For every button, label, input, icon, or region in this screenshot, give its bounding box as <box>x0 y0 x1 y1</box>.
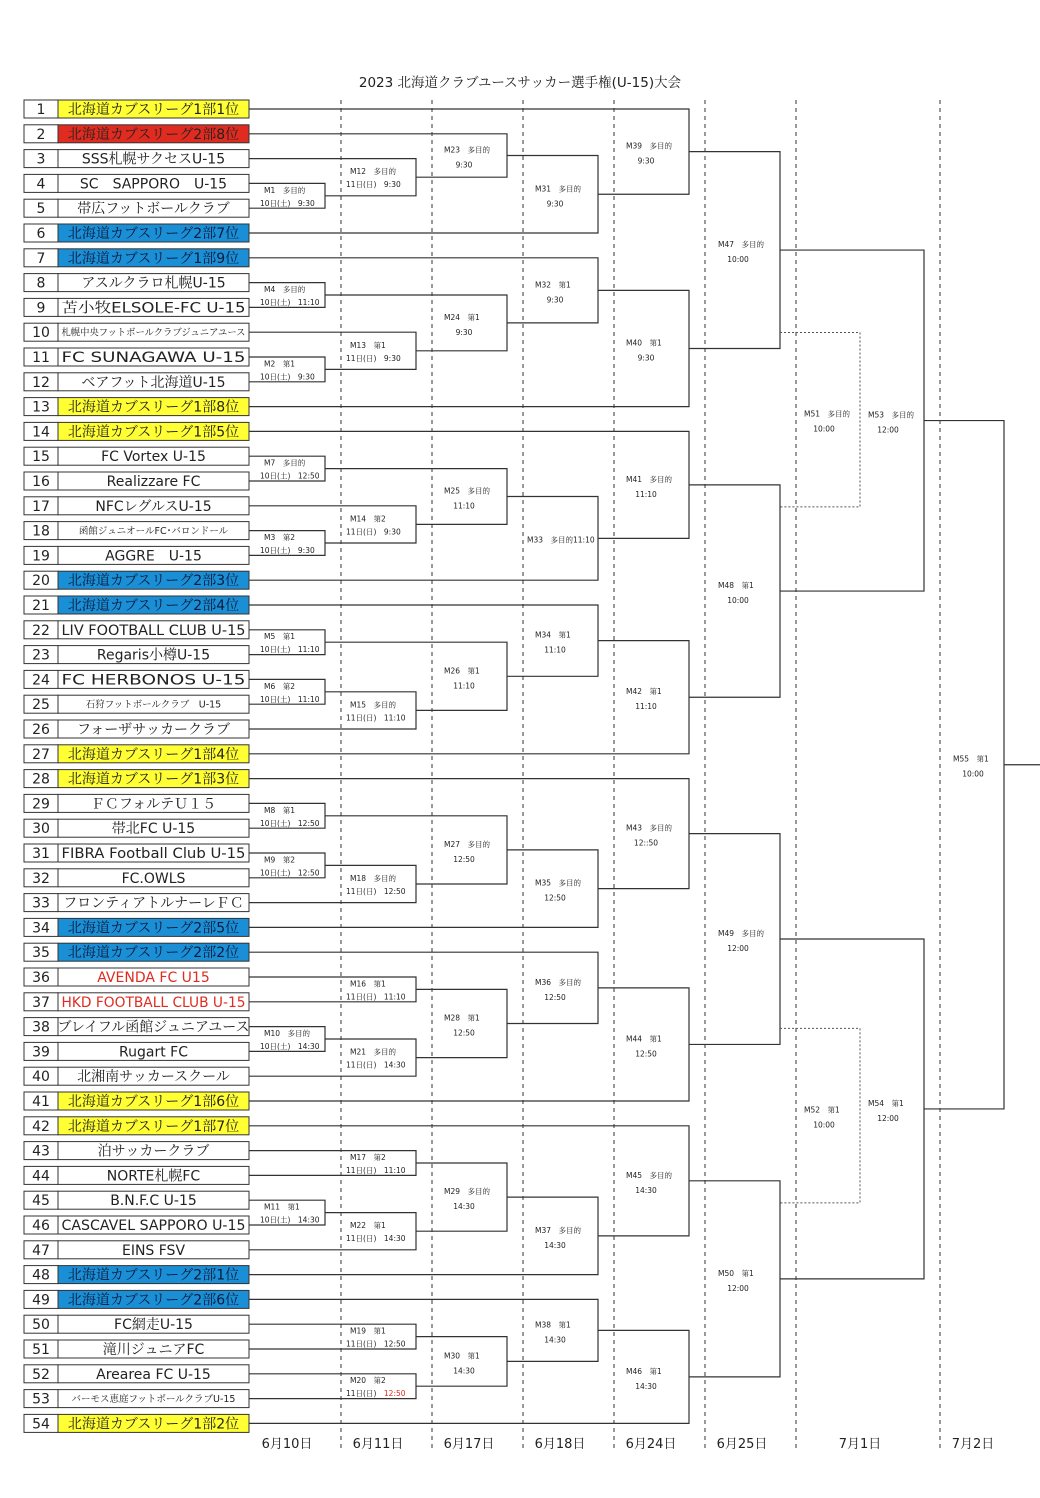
match-label: M13 第1 <box>350 340 386 350</box>
team-name: 北海道カブスリーグ2部1位 <box>67 1267 240 1284</box>
team-name: Realizzare FC <box>106 474 201 490</box>
team-number: 38 <box>32 1019 50 1036</box>
match-time: 10日(土) 11:10 <box>260 298 320 307</box>
team-number: 40 <box>32 1069 50 1086</box>
match-time: 10日(土) 12:50 <box>260 868 320 878</box>
team-name: 北海道カブスリーグ1部1位 <box>67 102 240 118</box>
team-name: FC.OWLS <box>121 870 186 887</box>
match-label: M45 多目的 <box>626 1170 673 1180</box>
match-time: 12:50 <box>453 854 475 864</box>
placement-connector <box>780 1028 860 1202</box>
team-number: 41 <box>32 1094 50 1110</box>
team-number: 15 <box>32 449 50 466</box>
team-name: FC HERBONOS U-15 <box>61 672 246 689</box>
team-number: 48 <box>32 1267 50 1284</box>
match-time: 11:10 <box>635 489 657 499</box>
bracket-connector <box>416 1163 507 1231</box>
team-name: FC Vortex U-15 <box>101 449 206 466</box>
team-number: 31 <box>32 846 50 862</box>
match-time: 14:30 <box>453 1366 475 1376</box>
match-label: M17 第2 <box>350 1153 386 1162</box>
team-number: 36 <box>32 970 50 986</box>
team-number: 6 <box>36 226 46 242</box>
team-name: NFCレグルスU-15 <box>95 498 212 515</box>
bracket-connector <box>689 1181 780 1377</box>
team-name: バーモス恵庭フットボールクラブU-15 <box>71 1394 236 1406</box>
team-name: 帯北FC U-15 <box>111 821 196 838</box>
team-name: 北海道カブスリーグ1部5位 <box>67 424 240 441</box>
match-label: M36 多目的 <box>535 977 582 987</box>
match-label: M42 第1 <box>626 687 662 697</box>
match-time: 10:00 <box>727 255 749 265</box>
team-name: SSS札幌サクセスU-15 <box>81 151 226 168</box>
match-time: 11日(日) 11:10 <box>346 992 406 1002</box>
match-time: 10:00 <box>962 769 984 779</box>
bracket-connector <box>249 952 598 1023</box>
team-number: 49 <box>32 1292 50 1309</box>
team-name: 苫小牧ELSOLE-FC U-15 <box>61 300 218 317</box>
team-number: 3 <box>36 151 46 168</box>
match-label: M14 第2 <box>350 514 386 524</box>
team-name: CASCAVEL SAPPORO U-15 <box>61 1218 246 1234</box>
match-label: M34 第1 <box>535 630 571 640</box>
match-label: M40 第1 <box>626 338 662 348</box>
team-name: FIBRA Football Club U-15 <box>61 846 246 862</box>
date-label: 6月11日 <box>352 1437 404 1452</box>
match-label: M53 多目的 <box>868 410 915 420</box>
date-label: 6月17日 <box>443 1437 495 1452</box>
bracket-connector <box>249 605 598 676</box>
team-number: 7 <box>36 250 46 267</box>
match-label: M46 第1 <box>626 1366 662 1376</box>
match-time: 10日(土) 9:30 <box>260 546 315 555</box>
team-number: 18 <box>32 523 50 540</box>
match-time: 10日(土) 14:30 <box>260 1042 320 1051</box>
team-name: FC SUNAGAWA U-15 <box>61 350 246 366</box>
team-number: 47 <box>32 1242 50 1259</box>
team-name: 北海道カブスリーグ1部2位 <box>67 1416 240 1433</box>
team-number: 27 <box>32 746 50 763</box>
bracket-connector <box>416 989 507 1057</box>
match-label: M24 第1 <box>444 312 480 322</box>
match-time: 9:30 <box>455 160 473 170</box>
match-label: M10 多目的 <box>264 1029 311 1038</box>
match-time: 11日(日) 12:50 <box>346 1389 406 1399</box>
date-label: 6月24日 <box>625 1437 677 1452</box>
team-number: 22 <box>32 622 50 639</box>
team-number: 14 <box>32 424 50 441</box>
team-number: 35 <box>32 945 50 962</box>
team-number: 25 <box>32 697 50 714</box>
match-time: 10日(土) 14:30 <box>260 1215 320 1225</box>
team-number: 37 <box>32 994 50 1011</box>
match-label: M6 第2 <box>264 681 296 691</box>
team-name: 北海道カブスリーグ2部2位 <box>67 945 240 962</box>
team-number: 20 <box>32 573 50 590</box>
team-number: 33 <box>32 895 50 912</box>
bracket-connector <box>924 421 1004 1109</box>
team-name: 石狩フットボールクラブ U-15 <box>85 699 222 711</box>
match-label: M5 第1 <box>264 632 296 642</box>
team-name: AVENDA FC U15 <box>97 970 210 986</box>
team-name: Arearea FC U-15 <box>96 1366 211 1383</box>
match-label: M11 第1 <box>264 1202 300 1212</box>
match-label: M51 多目的 <box>804 409 851 419</box>
team-name: B.N.F.C U-15 <box>110 1193 197 1210</box>
bracket-connector <box>249 1330 689 1423</box>
match-time: 12:00 <box>727 944 749 954</box>
match-time: 9:30 <box>455 327 473 337</box>
team-name: 札幌中央フットボールクラブジュニアユース <box>61 327 249 339</box>
placement-connector <box>780 332 860 506</box>
match-label: M30 第1 <box>444 1351 480 1361</box>
match-label: M16 第1 <box>350 979 386 989</box>
match-label: M15 多目的 <box>350 700 397 710</box>
team-name: NORTE札幌FC <box>106 1168 201 1185</box>
team-name: 帯広フットボールクラブ <box>77 201 230 218</box>
team-name: 北海道カブスリーグ1部4位 <box>67 746 240 763</box>
match-label: M37 多目的 <box>535 1225 582 1235</box>
team-name: フロンティアトルナーレＦＣ <box>63 895 244 912</box>
match-time: 9:30 <box>637 156 655 166</box>
match-label: M21 多目的 <box>350 1047 397 1057</box>
team-number: 12 <box>32 374 50 391</box>
match-time: 12:50 <box>544 992 566 1002</box>
team-number: 16 <box>32 474 50 490</box>
match-time: 14:30 <box>453 1202 475 1212</box>
match-time: 10日(土) 12:50 <box>260 471 320 481</box>
match-time: 9:30 <box>546 295 564 305</box>
team-name: 北海道カブスリーグ2部7位 <box>67 226 240 242</box>
team-number: 24 <box>32 672 50 689</box>
team-name: 函館ジュニオールFC･バロンドール <box>78 526 229 538</box>
match-time: 14:30 <box>544 1240 566 1250</box>
team-number: 9 <box>36 300 46 317</box>
team-number: 42 <box>32 1118 50 1135</box>
team-name: Regaris小樽U-15 <box>96 647 211 664</box>
match-time: 12:50 <box>635 1049 657 1059</box>
team-number: 34 <box>32 920 50 937</box>
match-label: M12 多目的 <box>350 167 397 177</box>
date-label: 6月25日 <box>716 1437 768 1452</box>
match-label: M43 多目的 <box>626 823 673 833</box>
match-time: 14:30 <box>635 1185 657 1195</box>
match-label: M1 多目的 <box>264 185 306 195</box>
match-time: 11:10 <box>453 681 475 691</box>
team-number: 19 <box>32 548 50 565</box>
team-name: HKD FOOTBALL CLUB U-15 <box>61 994 246 1011</box>
team-name: Rugart FC <box>119 1044 188 1061</box>
match-time: 10日(土) 11:10 <box>260 694 320 704</box>
match-label: M47 多目的 <box>718 240 765 250</box>
team-number: 13 <box>32 399 50 416</box>
team-number: 29 <box>32 796 50 813</box>
team-number: 21 <box>32 598 50 614</box>
team-number: 53 <box>32 1391 50 1408</box>
match-label: M20 第2 <box>350 1376 386 1386</box>
match-time: 10:00 <box>813 424 835 434</box>
team-number: 46 <box>32 1218 50 1234</box>
team-name: ブレイフル函館ジュニアユース <box>57 1019 250 1036</box>
match-label: M49 多目的 <box>718 929 765 939</box>
match-time: 11日(日) 14:30 <box>346 1060 406 1070</box>
page-title: 2023 北海道クラブユースサッカー選手権(U-15)大会 <box>358 75 682 91</box>
match-label: M9 第2 <box>264 855 296 865</box>
team-number: 11 <box>32 350 50 366</box>
team-number: 26 <box>32 722 50 738</box>
match-label: M32 第1 <box>535 280 571 290</box>
team-number: 2 <box>36 126 46 143</box>
team-number: 44 <box>32 1168 50 1185</box>
team-name: 北海道カブスリーグ2部4位 <box>67 598 240 614</box>
match-time: 11:10 <box>453 501 475 511</box>
team-number: 28 <box>32 771 50 788</box>
match-label: M26 第1 <box>444 666 480 676</box>
team-number: 45 <box>32 1193 50 1210</box>
match-label: M8 第1 <box>264 805 296 815</box>
match-time: 10日(土) 11:10 <box>260 645 320 655</box>
team-number: 8 <box>36 275 46 292</box>
team-name: 泊サッカークラブ <box>97 1143 210 1160</box>
team-name: AGGRE U-15 <box>105 548 202 565</box>
match-time: 9:30 <box>546 199 564 209</box>
match-time: 11日(日) 12:50 <box>346 887 406 896</box>
match-time: 10:00 <box>727 596 749 606</box>
team-name: 北湘南サッカースクール <box>77 1069 230 1086</box>
team-name: 北海道カブスリーグ1部8位 <box>67 399 240 416</box>
match-label: M33 多目的11:10 <box>527 535 595 545</box>
match-label: M18 多目的 <box>350 874 397 883</box>
team-name: 北海道カブスリーグ2部8位 <box>67 126 240 143</box>
date-label: 6月18日 <box>534 1437 586 1452</box>
bracket-connector <box>689 485 780 697</box>
match-label: M23 多目的 <box>444 145 491 155</box>
match-time: 10日(土) 12:50 <box>260 818 320 828</box>
team-number: 39 <box>32 1044 50 1061</box>
match-time: 11日(日) 11:10 <box>346 713 406 723</box>
match-time: 11:10 <box>635 702 657 712</box>
match-label: M31 多目的 <box>535 184 582 194</box>
match-label: M50 第1 <box>718 1268 754 1278</box>
match-time: 12:50 <box>544 893 566 903</box>
team-name: LIV FOOTBALL CLUB U-15 <box>61 622 246 639</box>
team-number: 17 <box>32 498 50 515</box>
match-time: 11日(日) 12:50 <box>346 1339 406 1349</box>
team-name: 北海道カブスリーグ2部5位 <box>67 920 240 937</box>
date-label: 7月1日 <box>838 1437 882 1452</box>
match-time: 14:30 <box>635 1381 657 1391</box>
team-number: 32 <box>32 870 50 887</box>
match-time: 9:30 <box>637 353 655 363</box>
match-time: 12:50 <box>453 1028 475 1038</box>
match-label: M25 多目的 <box>444 486 491 496</box>
match-label: M44 第1 <box>626 1034 662 1044</box>
match-label: M2 第1 <box>264 359 296 369</box>
match-label: M38 第1 <box>535 1320 571 1330</box>
match-label: M55 第1 <box>953 754 989 764</box>
team-name: 北海道カブスリーグ1部6位 <box>67 1094 240 1110</box>
match-time: 11日(日) 14:30 <box>346 1234 406 1244</box>
match-time: 11:10 <box>544 645 566 655</box>
match-label: M35 多目的 <box>535 878 582 888</box>
team-name: 北海道カブスリーグ2部6位 <box>67 1292 240 1309</box>
bracket-connector <box>249 431 689 538</box>
team-number: 50 <box>32 1317 50 1334</box>
bracket-connector <box>249 1197 598 1275</box>
bracket-connector <box>780 250 924 591</box>
team-name: ベアフット北海道U-15 <box>81 374 226 391</box>
team-name: フォーザサッカークラブ <box>76 722 231 738</box>
match-label: M27 多目的 <box>444 839 491 849</box>
match-label: M39 多目的 <box>626 141 673 151</box>
team-number: 43 <box>32 1143 50 1160</box>
match-label: M29 多目的 <box>444 1187 491 1197</box>
team-name: ＦＣフォルテＵ１５ <box>90 796 217 813</box>
team-name: 北海道カブスリーグ1部3位 <box>67 771 240 788</box>
bracket-connector <box>689 152 780 349</box>
bracket-connector <box>416 1337 507 1387</box>
team-number: 4 <box>36 176 46 193</box>
team-number: 23 <box>32 647 50 664</box>
team-number: 1 <box>36 102 46 118</box>
date-label: 7月2日 <box>951 1437 995 1452</box>
match-label: M41 多目的 <box>626 474 673 484</box>
match-time: 14:30 <box>544 1335 566 1345</box>
match-label: M19 第1 <box>350 1326 386 1336</box>
team-name: 北海道カブスリーグ2部3位 <box>67 573 240 590</box>
match-time: 10日(土) 9:30 <box>260 372 315 382</box>
team-name: FC網走U-15 <box>114 1317 193 1334</box>
team-number: 10 <box>32 325 50 342</box>
team-number: 5 <box>36 201 46 218</box>
match-label: M4 多目的 <box>264 285 306 294</box>
match-label: M48 第1 <box>718 581 754 591</box>
match-time: 12:00 <box>877 425 899 435</box>
bracket-connector <box>689 834 780 1045</box>
team-name: 滝川ジュニアFC <box>102 1342 205 1358</box>
match-label: M7 多目的 <box>264 458 306 468</box>
date-label: 6月10日 <box>261 1437 313 1452</box>
match-label: M28 第1 <box>444 1013 480 1023</box>
match-label: M3 第2 <box>264 533 296 542</box>
team-name: EINS FSV <box>121 1242 186 1259</box>
match-time: 11日(日) 11:10 <box>346 1166 406 1175</box>
match-label: M22 第1 <box>350 1221 386 1231</box>
team-number: 52 <box>32 1366 50 1383</box>
match-time: 12:00 <box>877 1113 899 1123</box>
bracket-connector <box>249 850 598 928</box>
match-time-highlight: 12:50 <box>383 1389 406 1399</box>
match-time: 11日(日) 9:30 <box>346 180 401 190</box>
team-name: 北海道カブスリーグ1部7位 <box>67 1118 240 1135</box>
bracket-connector <box>780 939 924 1279</box>
match-time: 12:00 <box>727 1283 749 1293</box>
match-time: 10日(土) 9:30 <box>260 198 315 208</box>
team-name: SC SAPPORO U-15 <box>79 176 228 193</box>
team-number: 51 <box>32 1342 50 1358</box>
match-label: M52 第1 <box>804 1105 840 1115</box>
bracket-connector <box>249 1299 598 1361</box>
match-time: 10:00 <box>813 1120 835 1130</box>
match-time: 12::50 <box>633 838 659 848</box>
team-name: 北海道カブスリーグ1部9位 <box>67 250 240 267</box>
match-time: 11日(日) 9:30 <box>346 527 401 537</box>
team-number: 30 <box>32 821 50 838</box>
match-time: 11日(日) 9:30 <box>346 353 401 363</box>
team-number: 54 <box>32 1416 50 1433</box>
team-name: アスルクラロ札幌U-15 <box>81 275 226 292</box>
match-label: M54 第1 <box>868 1098 904 1108</box>
